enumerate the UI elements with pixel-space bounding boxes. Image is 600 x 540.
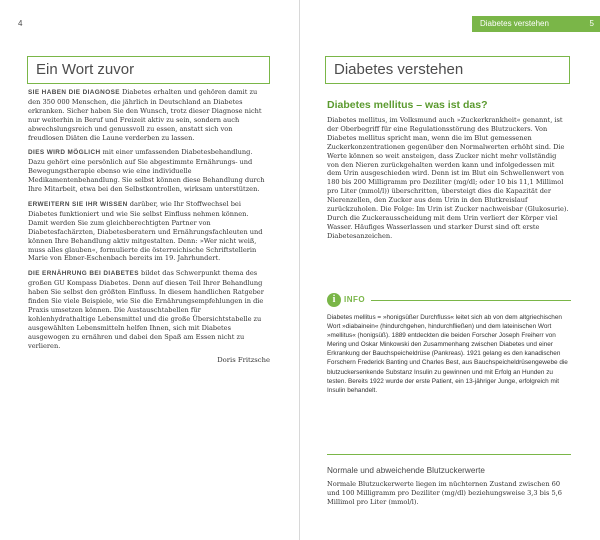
info-text: Diabetes mellitus = »honigsüßer Durchfluss« leitet sich ab von dem altgriechischen Wort »diabainein« (hindurchgehen, hindurchfließen) und dem lateinischen Wort »mellitus« (honigsüß). 1889 entdeckten die beiden Forscher Joseph Freiherr von Mering und Oskar Minkowski den Zusammenhang zwischen Diabetes und einer Erkrankung der Bauchspeicheldrüse (Pankreas). 1921 gelang es den kanadischen Forschern Frederick Banting und Charles Best, aus Bauchspeicheldrüsengewebe die blutzuckersenkende Substanz Insulin zu gewinnen und mit Erfolg an Hunden zu testen. Bereits 1922 wurde der erste Patient, ein 13-jähriger Junge, erfolgreich mit Insulin behandelt. <box>327 314 568 394</box>
body-text: Diabetes mellitus, im Volksmund auch »Zuckerkrankheit« genannt, ist der Oberbegriff für eine Regulationsstörung des Blutzuckers. Von Diabetes mellitus spricht man, wenn die im Blut gemessenen Zuckerkonzentrationen gegenüber den Normalwerten erhöht sind. Die Werte können so weit ansteigen, dass Zucker nicht mehr vollständig von den Nieren zurückgehalten werden kann und infolgedessen mit dem Urin ausgeschieden wird. Denn ist im Blut ein Schwellenwert von 180 bis 200 Milligramm pro Deziliter (mg/dl; oder 10 bis 11,1 Millimol pro Liter (mmol/l)) überschritten, übersteigt dies die Kapazität der Nierenzellen, den Zucker aus dem Urin in den Blutkreislauf zurückzuholen. Die Folge: Im Urin ist Zucker nachweisbar (Glukosurie). Durch die Zuckerausscheidung mit dem Urin verliert der Körper viel Wasser. Häufiges Wasserlassen und starker Durst sind oft erste Diabetesanzeichen. <box>327 116 569 240</box>
right-box-title: Diabetes verstehen <box>325 56 570 84</box>
foreword-paragraph <box>28 269 270 350</box>
foreword-paragraph <box>28 200 270 263</box>
foreword-column <box>28 88 270 364</box>
info-bottom-rule <box>327 454 571 455</box>
chapter-header-label: Diabetes verstehen <box>480 19 549 28</box>
right-page-number: 5 <box>589 19 594 28</box>
paragraph-lead: SIE HABEN DIE DIAGNOSE <box>28 89 120 96</box>
author-signature: Doris Fritzsche <box>217 356 270 365</box>
blood-sugar-heading: Normale und abweichende Blutzuckerwerte <box>327 466 485 475</box>
blood-sugar-text: Normale Blutzuckerwerte liegen im nüchternen Zustand zwischen 60 und 100 Milligramm pro Deziliter (mg/dl) beziehungsweise 3,3 bis 5,6 Millimol pro Liter (mmol/l). <box>327 480 562 506</box>
section-subheading: Diabetes mellitus – was ist das? <box>327 99 488 111</box>
foreword-paragraph <box>28 88 270 142</box>
paragraph-text: mit einer umfassenden Diabetesbehandlung. Dazu gehört eine persönlich auf Sie abgestimmte Ernährungs- und Bewegungstherapie ebenso wie eine individuelle Medikamentenbehandlung. Sie selbst können diese Behandlung durch Ihre Mitarbeit, etwa bei den Selbstkontrollen, wirksam unterstützen. <box>28 148 265 194</box>
paragraph-lead: ERWEITERN SIE IHR WISSEN <box>28 200 128 208</box>
foreword-paragraph <box>28 148 270 194</box>
paragraph-text: darüber, wie Ihr Stoffwechsel bei Diabetes funktioniert und wie Sie selbst Einfluss nehmen können. Damit werden Sie zum gleichberechtigten Partner von Diabetesfachärzten, Diabetesberatern und Ernährungsfachleuten und können Ihre Behandlung aktiv mitgestalten. Denn: »Wer nicht weiß, muss alles glauben«, formulierte die österreichische Schriftstellerin Marie von Ebner-Eschenbach bereits im 19. Jahrhundert. <box>28 199 263 263</box>
chapter-header-band <box>472 16 600 32</box>
info-icon: i <box>327 293 341 307</box>
left-box-title: Ein Wort zuvor <box>27 56 270 84</box>
info-box <box>327 293 571 455</box>
paragraph-lead: DIE ERNÄHRUNG BEI DIABETES <box>28 270 139 278</box>
paragraph-text: bildet das Schwerpunkt thema des großen GU Kompass Diabetes. Denn auf diesen Teil Ihrer Behandlung haben Sie selbst den größten Einfluss. In diesem handlichen Ratgeber finden Sie viele Beispiele, wie Sie die Ernährungsempfehlungen in die Praxis umsetzen können. Die Austauschtabellen für kohlenhydrathaltige Lebensmittel und die große Übersichtstabelle zu ausgewählten Lebensmitteln helfen Ihnen, sich mit Diabetes ausgewogen zu ernähren und dabei den Spaß am Essen nicht zu verlieren. <box>28 269 264 350</box>
info-label: INFO <box>344 295 366 304</box>
paragraph-lead: DIES WIRD MÖGLICH <box>28 149 101 157</box>
right-page <box>300 0 600 540</box>
info-rule <box>371 300 571 301</box>
left-page-number: 4 <box>18 19 23 28</box>
paragraph-text: Diabetes erhalten und gehören damit zu den 350 000 Menschen, die jährlich in Deutschland an Diabetes erkranken. Sicher haben Sie den Wunsch, trotz dieser Diagnose nicht nur weiterhin in Beruf und Freizeit aktiv zu sein, sondern auch abwechslungsreich und genussvoll zu essen, anstatt sich von freudlosen Diäten die Laune verderben zu lassen. <box>28 88 262 142</box>
